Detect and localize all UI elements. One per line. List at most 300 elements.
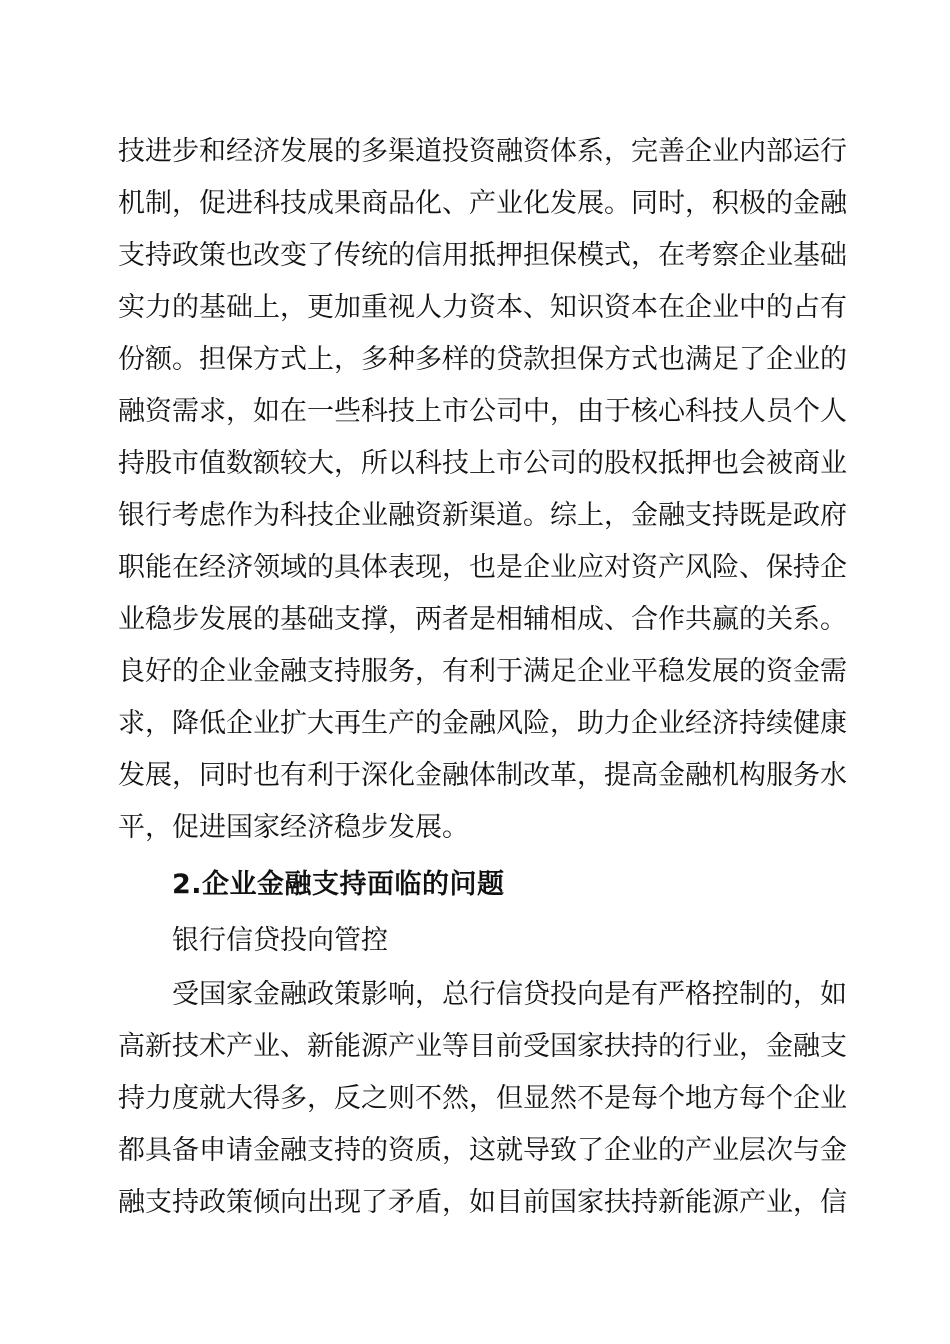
glyph: ， [550, 708, 577, 739]
glyph: 制 [145, 188, 172, 219]
glyph: 担 [199, 344, 226, 375]
glyph: 科 [685, 396, 712, 427]
glyph: 务 [793, 760, 820, 791]
glyph: 国 [199, 979, 226, 1010]
glyph: 积 [712, 188, 739, 219]
glyph: 司 [550, 448, 577, 479]
glyph: 然 [442, 1083, 469, 1114]
glyph: 投 [550, 979, 577, 1010]
glyph: 值 [199, 448, 226, 479]
glyph: 提 [604, 760, 631, 791]
body-text-line [0, 1134, 950, 1168]
glyph: 础 [226, 292, 253, 323]
glyph: ， [145, 708, 172, 739]
glyph: 同 [631, 188, 658, 219]
glyph: 业 [496, 188, 523, 219]
subheading: 银行信贷投向管控 [172, 925, 388, 956]
glyph: 运 [793, 136, 820, 167]
glyph: 业 [604, 656, 631, 687]
glyph: 者 [442, 604, 469, 635]
glyph: 盾 [415, 1187, 442, 1218]
glyph: 企 [739, 240, 766, 271]
glyph: 的 [361, 1135, 388, 1166]
glyph: 经 [226, 136, 253, 167]
glyph: ， [334, 448, 361, 479]
glyph: 担 [550, 344, 577, 375]
glyph: 式 [631, 344, 658, 375]
glyph: 持 [334, 1135, 361, 1166]
glyph: 倾 [253, 1187, 280, 1218]
glyph: 有 [280, 760, 307, 791]
glyph: 表 [388, 552, 415, 583]
glyph: 在 [280, 396, 307, 427]
glyph: 对 [604, 552, 631, 583]
glyph: 响 [388, 979, 415, 1010]
glyph: 能 [145, 552, 172, 583]
glyph: 水 [820, 760, 847, 791]
glyph: 融 [280, 1135, 307, 1166]
glyph: ， [739, 1031, 766, 1062]
glyph: 技 [172, 1031, 199, 1062]
body-text-line [0, 135, 950, 169]
glyph: 察 [712, 240, 739, 271]
glyph: 持 [118, 448, 145, 479]
glyph: ， [631, 240, 658, 271]
glyph: 的 [658, 1135, 685, 1166]
glyph: 需 [172, 396, 199, 427]
glyph: 多 [280, 1083, 307, 1114]
glyph: 额 [145, 344, 172, 375]
glyph: 化 [388, 760, 415, 791]
glyph: 科 [361, 396, 388, 427]
glyph: 具 [145, 1135, 172, 1166]
glyph: 是 [604, 1083, 631, 1114]
glyph: 每 [631, 1083, 658, 1114]
glyph: 公 [523, 448, 550, 479]
body-text-line [0, 239, 950, 273]
glyph: 知 [550, 292, 577, 323]
glyph: 心 [658, 396, 685, 427]
glyph: 大 [307, 708, 334, 739]
glyph: 保 [226, 344, 253, 375]
glyph: 每 [739, 1083, 766, 1114]
glyph: 家 [577, 1187, 604, 1218]
glyph: 金 [415, 760, 442, 791]
glyph: 部 [766, 136, 793, 167]
glyph: ， [226, 396, 253, 427]
glyph: 满 [523, 656, 550, 687]
glyph: 金 [253, 656, 280, 687]
glyph: 企 [226, 708, 253, 739]
glyph: 。 [523, 500, 550, 531]
glyph: 展 [577, 188, 604, 219]
glyph: 企 [199, 656, 226, 687]
glyph: 较 [280, 448, 307, 479]
glyph: 企 [820, 552, 847, 583]
glyph: 则 [388, 1083, 415, 1114]
glyph: 、 [604, 604, 631, 635]
glyph: 识 [577, 292, 604, 323]
glyph: 不 [415, 1083, 442, 1114]
glyph: 道 [496, 500, 523, 531]
glyph: 一 [307, 396, 334, 427]
glyph: 支 [685, 500, 712, 531]
glyph: 展 [226, 604, 253, 635]
glyph: 济 [253, 136, 280, 167]
glyph: 支 [307, 1135, 334, 1166]
body-text-line [0, 291, 950, 325]
glyph: 业 [253, 1031, 280, 1062]
glyph: 现 [415, 552, 442, 583]
glyph: 的 [577, 448, 604, 479]
glyph: 服 [361, 656, 388, 687]
glyph: 经 [199, 552, 226, 583]
glyph: ， [442, 552, 469, 583]
glyph: 方 [253, 344, 280, 375]
glyph: 变 [280, 240, 307, 271]
glyph: 了 [739, 344, 766, 375]
glyph: 的 [820, 344, 847, 375]
glyph: ， [415, 979, 442, 1010]
glyph: 时 [658, 188, 685, 219]
glyph: 为 [253, 500, 280, 531]
glyph: 展 [712, 656, 739, 687]
glyph: 化 [415, 188, 442, 219]
glyph: 能 [685, 1187, 712, 1218]
glyph: 资 [415, 500, 442, 531]
glyph: 础 [307, 604, 334, 635]
glyph: 的 [172, 292, 199, 323]
glyph: 融 [685, 760, 712, 791]
glyph: ， [415, 656, 442, 687]
glyph: 改 [253, 240, 280, 271]
glyph: ， [307, 1083, 334, 1114]
glyph: 也 [226, 240, 253, 271]
glyph: 然 [550, 1083, 577, 1114]
glyph: 核 [631, 396, 658, 427]
glyph: 撑 [361, 604, 388, 635]
glyph: 业 [253, 708, 280, 739]
glyph: 数 [226, 448, 253, 479]
glyph: 份 [118, 344, 145, 375]
glyph: 资 [766, 656, 793, 687]
glyph: 既 [739, 500, 766, 531]
glyph: 源 [361, 1031, 388, 1062]
glyph: 技 [280, 188, 307, 219]
glyph: 续 [766, 708, 793, 739]
glyph: 资 [469, 136, 496, 167]
glyph: 基 [199, 292, 226, 323]
glyph: 额 [253, 448, 280, 479]
glyph: 业 [226, 656, 253, 687]
glyph: 在 [658, 240, 685, 271]
glyph: ， [793, 979, 820, 1010]
glyph: 相 [550, 604, 577, 635]
glyph: 应 [577, 552, 604, 583]
glyph: 扩 [280, 708, 307, 739]
glyph: 作 [658, 604, 685, 635]
glyph: 银 [118, 500, 145, 531]
glyph: 格 [685, 979, 712, 1010]
glyph: 辅 [523, 604, 550, 635]
glyph: 不 [577, 1083, 604, 1114]
glyph: 险 [712, 552, 739, 583]
glyph: 上 [307, 344, 334, 375]
glyph: 与 [793, 1135, 820, 1166]
glyph: 业 [766, 1187, 793, 1218]
glyph: 上 [577, 500, 604, 531]
glyph: 行 [469, 979, 496, 1010]
glyph: ， [442, 1187, 469, 1218]
glyph: 上 [415, 396, 442, 427]
glyph: 持 [712, 500, 739, 531]
glyph: 共 [685, 604, 712, 635]
glyph: 样 [442, 344, 469, 375]
glyph: 体 [469, 760, 496, 791]
glyph: 方 [604, 344, 631, 375]
glyph: 在 [658, 292, 685, 323]
glyph: 的 [766, 292, 793, 323]
glyph: 占 [793, 292, 820, 323]
glyph: 金 [793, 656, 820, 687]
glyph: 保 [766, 552, 793, 583]
glyph: ， [442, 1135, 469, 1166]
glyph: 科 [415, 448, 442, 479]
glyph: 抵 [469, 240, 496, 271]
glyph: 于 [496, 656, 523, 687]
glyph: 内 [739, 136, 766, 167]
glyph: 个 [766, 1083, 793, 1114]
glyph: 也 [469, 552, 496, 583]
glyph: 质 [415, 1135, 442, 1166]
glyph: 合 [631, 604, 658, 635]
glyph: 需 [820, 656, 847, 687]
glyph: 于 [604, 396, 631, 427]
glyph: 方 [712, 1083, 739, 1114]
glyph: 扶 [604, 1187, 631, 1218]
glyph: 请 [226, 1135, 253, 1166]
glyph: 这 [469, 1135, 496, 1166]
glyph: 统 [361, 240, 388, 271]
glyph: 新 [145, 1031, 172, 1062]
glyph: 保 [577, 344, 604, 375]
glyph: 押 [496, 240, 523, 271]
glyph: 更 [307, 292, 334, 323]
glyph: 行 [685, 1031, 712, 1062]
glyph: 、 [280, 1031, 307, 1062]
glyph: 有 [820, 292, 847, 323]
glyph: 系 [577, 136, 604, 167]
glyph: 策 [226, 1187, 253, 1218]
glyph: 保 [550, 240, 577, 271]
glyph: 中 [739, 292, 766, 323]
glyph: 业 [631, 1135, 658, 1166]
glyph: 支 [118, 240, 145, 271]
glyph: 促 [199, 188, 226, 219]
glyph: 了 [361, 1187, 388, 1218]
glyph: 风 [496, 708, 523, 739]
glyph: 信 [820, 1187, 847, 1218]
body-text-line [0, 1082, 950, 1116]
glyph: ， [577, 760, 604, 791]
glyph: 融 [280, 656, 307, 687]
glyph: 道 [415, 136, 442, 167]
glyph: ， [604, 136, 631, 167]
body-text-line [0, 187, 950, 221]
glyph: 业 [712, 1031, 739, 1062]
glyph: 健 [793, 708, 820, 739]
glyph: 企 [685, 136, 712, 167]
glyph: 相 [496, 604, 523, 635]
glyph: 服 [766, 760, 793, 791]
glyph: 利 [469, 656, 496, 687]
glyph: 也 [253, 760, 280, 791]
glyph: 政 [172, 240, 199, 271]
glyph: 融 [280, 979, 307, 1010]
glyph: 成 [577, 604, 604, 635]
glyph: 抵 [658, 448, 685, 479]
glyph: ， [388, 604, 415, 635]
glyph: 本 [496, 292, 523, 323]
glyph: 之 [361, 1083, 388, 1114]
glyph: 目 [469, 1031, 496, 1062]
glyph: 显 [523, 1083, 550, 1114]
glyph: 资 [604, 292, 631, 323]
glyph: 个 [793, 396, 820, 427]
glyph: ， [604, 500, 631, 531]
glyph: 用 [442, 240, 469, 271]
glyph: ， [685, 188, 712, 219]
glyph: 如 [469, 1187, 496, 1218]
glyph: 司 [496, 396, 523, 427]
glyph: 和 [199, 136, 226, 167]
glyph: 技 [388, 396, 415, 427]
glyph: 持 [793, 552, 820, 583]
glyph: 受 [172, 979, 199, 1010]
body-text-line [0, 603, 950, 637]
glyph: 押 [685, 448, 712, 479]
glyph: 备 [172, 1135, 199, 1166]
glyph: ， [172, 188, 199, 219]
glyph: 传 [334, 240, 361, 271]
glyph: 力 [145, 1083, 172, 1114]
glyph: 种 [388, 344, 415, 375]
glyph: 向 [577, 979, 604, 1010]
glyph: 的 [469, 344, 496, 375]
glyph: 但 [496, 1083, 523, 1114]
glyph: 多 [361, 136, 388, 167]
glyph: 严 [658, 979, 685, 1010]
glyph: 革 [550, 760, 577, 791]
glyph: 融 [793, 1031, 820, 1062]
glyph: 企 [793, 1083, 820, 1114]
glyph: 、 [523, 292, 550, 323]
glyph: 了 [577, 1135, 604, 1166]
glyph: 的 [253, 604, 280, 635]
glyph: 员 [766, 396, 793, 427]
glyph: 构 [739, 760, 766, 791]
glyph: 降 [172, 708, 199, 739]
glyph: 企 [766, 344, 793, 375]
glyph: 虑 [199, 500, 226, 531]
glyph: 信 [496, 979, 523, 1010]
glyph: 加 [334, 292, 361, 323]
glyph: 产 [226, 1031, 253, 1062]
glyph: 科 [253, 188, 280, 219]
glyph: 的 [334, 136, 361, 167]
glyph: 公 [469, 396, 496, 427]
glyph: 果 [334, 188, 361, 219]
glyph: 商 [361, 188, 388, 219]
glyph: 了 [307, 240, 334, 271]
body-text-line [0, 1030, 950, 1064]
glyph: 务 [388, 656, 415, 687]
glyph: 地 [685, 1083, 712, 1114]
glyph: 企 [577, 656, 604, 687]
glyph: 是 [604, 979, 631, 1010]
glyph: 渠 [469, 500, 496, 531]
glyph: 申 [199, 1135, 226, 1166]
glyph: 综 [550, 500, 577, 531]
glyph: 。 [172, 344, 199, 375]
glyph: ， [172, 760, 199, 791]
glyph: 有 [442, 656, 469, 687]
glyph: 持 [145, 240, 172, 271]
glyph: 重 [361, 292, 388, 323]
glyph: 业 [550, 552, 577, 583]
glyph: 济 [226, 552, 253, 583]
glyph: 再 [334, 708, 361, 739]
glyph: 平 [631, 656, 658, 687]
glyph: 支 [334, 604, 361, 635]
glyph: 础 [820, 240, 847, 271]
glyph: 业 [712, 292, 739, 323]
glyph: 持 [739, 708, 766, 739]
glyph: 持 [172, 1187, 199, 1218]
body-text-line [0, 1186, 950, 1220]
glyph: 贷 [523, 979, 550, 1010]
glyph: 发 [118, 760, 145, 791]
glyph: 制 [739, 979, 766, 1010]
glyph: 成 [307, 188, 334, 219]
glyph: 赢 [712, 604, 739, 635]
glyph: 担 [523, 240, 550, 271]
glyph: 中 [523, 396, 550, 427]
glyph: 的 [739, 656, 766, 687]
glyph: 国 [550, 1187, 577, 1218]
body-text-line [0, 395, 950, 429]
glyph: ， [550, 396, 577, 427]
glyph: 次 [766, 1135, 793, 1166]
glyph: 由 [577, 396, 604, 427]
glyph: 善 [658, 136, 685, 167]
glyph: 国 [550, 1031, 577, 1062]
glyph: 就 [496, 1135, 523, 1166]
glyph: 融 [118, 1187, 145, 1218]
glyph: 化 [523, 188, 550, 219]
glyph: 领 [253, 552, 280, 583]
glyph: 企 [604, 1135, 631, 1166]
glyph: 发 [280, 136, 307, 167]
glyph: 的 [415, 708, 442, 739]
glyph: 行 [145, 500, 172, 531]
glyph: 金 [631, 500, 658, 531]
glyph: 基 [793, 240, 820, 271]
glyph: 前 [496, 1031, 523, 1062]
glyph: 求 [199, 396, 226, 427]
glyph: 资 [145, 396, 172, 427]
glyph: 会 [739, 448, 766, 479]
